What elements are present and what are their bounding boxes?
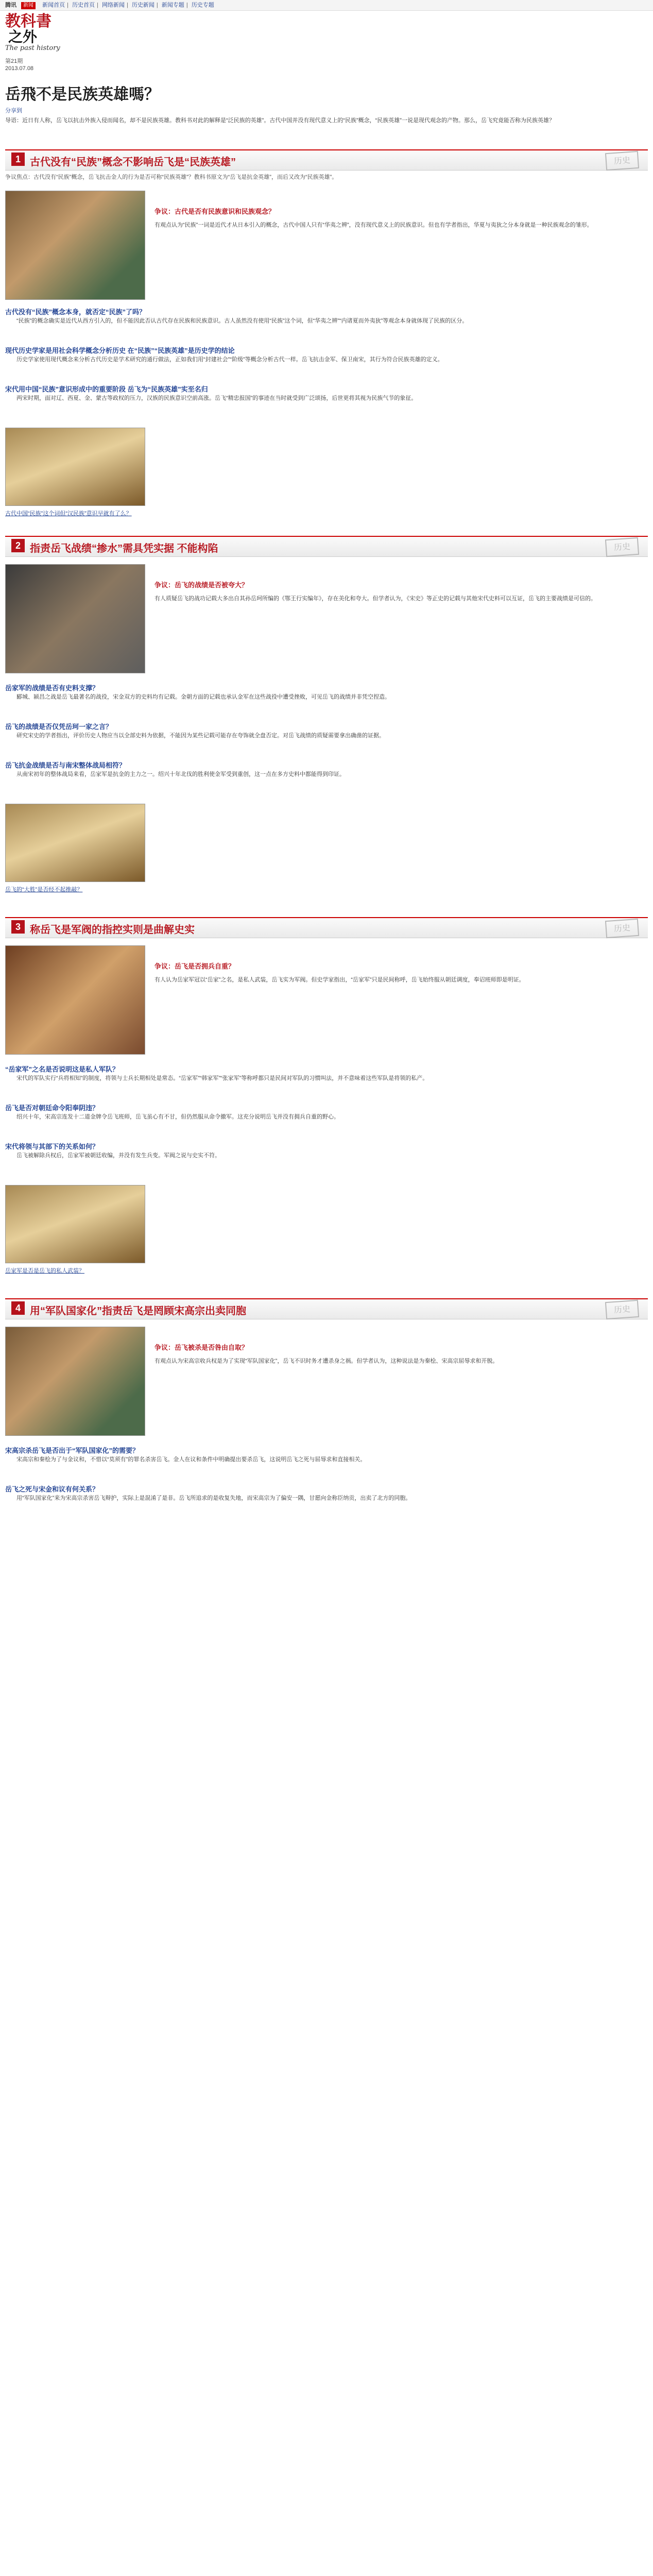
subheading: 岳飞的战绩是否仅凭岳珂一家之言？ bbox=[5, 723, 113, 731]
section-number: 4 bbox=[11, 1301, 25, 1315]
battle-painting bbox=[5, 804, 145, 882]
top-nav-bar bbox=[0, 0, 653, 11]
yue-fei-illustration bbox=[5, 191, 145, 300]
subheading: 岳飞是否对朝廷命令阳奉阴违？ bbox=[5, 1104, 99, 1112]
army-illustration bbox=[5, 1185, 145, 1263]
ancient-map-image bbox=[5, 428, 145, 506]
column-banner bbox=[5, 12, 67, 52]
subheading: 宋高宗杀岳飞是否出于“军队国家化”的需要？ bbox=[5, 1447, 140, 1454]
section-number: 3 bbox=[11, 920, 25, 934]
paragraph: 郾城、颍昌之战是岳飞最著名的战役，宋金双方的史料均有记载。金朝方面的记载也承认金军在这些战役中遭受挫败，可见岳飞的战绩并非凭空捏造。 bbox=[16, 694, 390, 700]
history-stamp-icon: 历史 bbox=[605, 537, 639, 557]
section-heading: 指责岳飞战绩“掺水”需具凭实据 不能构陷 bbox=[30, 543, 218, 554]
paragraph: 两宋时期，面对辽、西夏、金、蒙古等政权的压力，汉族的民族意识空前高涨。岳飞“精忠报国”的事迹在当时就受到广泛颂扬，后世更将其视为民族气节的象征。 bbox=[16, 395, 417, 401]
issue-meta bbox=[5, 58, 33, 72]
question-title: 争议：岳飞是否拥兵自重？ bbox=[154, 962, 235, 970]
question-block bbox=[154, 961, 644, 984]
section-header-1 bbox=[5, 149, 648, 171]
subheading: 岳家军的战绩是否有史料支撑？ bbox=[5, 684, 99, 692]
nav-link[interactable]: 历史专题 bbox=[191, 2, 214, 8]
section-heading: 称岳飞是军阀的指控实则是曲解史实 bbox=[30, 924, 195, 936]
section-number: 1 bbox=[11, 152, 25, 166]
paragraph: 研究宋史的学者指出，评价历史人物应当以全部史料为依据，不能因为某些记载可能存在夸饰就全盘否定。对岳飞战绩的质疑需要拿出确凿的证据。 bbox=[16, 733, 385, 739]
section-header-2 bbox=[5, 536, 648, 557]
statue-photo bbox=[5, 945, 145, 1055]
gate-photo bbox=[5, 1327, 145, 1436]
share-link[interactable]: 分享到 bbox=[5, 108, 22, 114]
image-caption-link[interactable]: 岳家军是否是岳飞的私人武装？ bbox=[5, 1268, 84, 1274]
paragraph: 用“军队国家化”来为宋高宗杀害岳飞辩护，实际上是混淆了是非。岳飞所追求的是收复失地，而宋高宗为了偏安一隅，甘愿向金称臣纳贡，出卖了北方的同胞。 bbox=[16, 1495, 411, 1501]
question-description: 有人认为岳家军冠以“岳家”之名，是私人武装，岳飞实为军阀。但史学家指出，“岳家军”只是民间称呼，岳飞始终服从朝廷调度，奉诏班师即是明证。 bbox=[154, 977, 525, 983]
paragraph: “民族”的概念确实是近代从西方引入的，但不能因此否认古代存在民族和民族意识。古人虽然没有使用“民族”这个词，但“华夷之辨”“内诸夏而外夷狄”等观念本身就体现了民族的区分。 bbox=[16, 318, 468, 324]
temple-photo bbox=[5, 564, 145, 673]
paragraph: 从南宋初年的整体战局来看，岳家军是抗金的主力之一。绍兴十年北伐的胜利使金军受到重创，这一点在多方史料中都能得到印证。 bbox=[16, 771, 345, 777]
issue-number: 第21期 bbox=[5, 58, 23, 64]
intro-text: 导语：近日有人称，岳飞以抗击外族入侵而闻名，却不是民族英雄。教科书对此的解释是“泛民族的英雄”。古代中国并没有现代意义上的“民族”概念，“民族英雄”一说是现代观念的产物。那么，岳飞究竟能否称为民族英雄？ bbox=[5, 117, 555, 124]
question-description: 有观点认为宋高宗收兵权是为了实现“军队国家化”，岳飞不识时务才遭杀身之祸。但学者认为，这种说法是为秦桧、宋高宗屈辱求和开脱。 bbox=[154, 1358, 499, 1364]
news-badge: 新闻 bbox=[21, 2, 36, 9]
history-stamp-icon: 历史 bbox=[605, 1300, 639, 1319]
subheading: 现代历史学家是用社会科学概念分析历史 在“民族”“民族英雄”是历史学的结论 bbox=[5, 347, 235, 354]
question-title: 争议：岳飞的战绩是否被夸大？ bbox=[154, 581, 249, 589]
banner-tagline: The past history bbox=[5, 44, 60, 52]
issue-date: 2013.07.08 bbox=[5, 65, 34, 72]
history-stamp-icon: 历史 bbox=[605, 919, 639, 938]
section-heading: 古代没有“民族”概念不影响岳飞是“民族英雄” bbox=[30, 157, 236, 168]
nav-link[interactable]: 网络新闻 bbox=[101, 2, 125, 8]
image-caption-link[interactable]: 岳飞的“大胜”是否经不起推敲？ bbox=[5, 887, 83, 893]
paragraph: 岳飞被解除兵权后，岳家军被朝廷收编，并没有发生兵变。军阀之说与史实不符。 bbox=[16, 1153, 220, 1159]
subheading: 岳飞之死与宋金和议有何关系？ bbox=[5, 1485, 99, 1493]
nav-link[interactable]: 历史新闻 bbox=[131, 2, 154, 8]
subheading: “岳家军”之名是否说明这是私人军队？ bbox=[5, 1065, 119, 1073]
section-lead: 争议焦点：古代没有“民族”概念，岳飞抗击金人的行为是否可称“民族英雄”？教科书原文为“岳飞是抗金英雄”，而后又改为“民族英雄”。 bbox=[5, 174, 338, 180]
history-stamp-icon: 历史 bbox=[605, 151, 639, 171]
subheading: 古代没有“民族”概念本身，就否定“民族”了吗？ bbox=[5, 308, 146, 316]
question-block bbox=[154, 580, 644, 603]
question-block bbox=[154, 1342, 644, 1365]
banner-subtitle: 之外 bbox=[8, 28, 38, 45]
subheading: 宋代将领与其部下的关系如何？ bbox=[5, 1143, 99, 1150]
subheading: 宋代用中国“民族”意识形成中的重要阶段 岳飞为“民族英雄”实至名归 bbox=[5, 385, 208, 393]
nav-link[interactable]: 新闻专题 bbox=[161, 2, 184, 8]
page-title: 岳飛不是民族英雄嗎？ bbox=[5, 86, 160, 104]
question-description: 有人质疑岳飞的战功记载大多出自其孙岳珂所编的《鄂王行实编年》，存在美化和夸大。但学者认为，《宋史》等正史的记载与其他宋代史料可以互证，岳飞的主要战绩是可信的。 bbox=[154, 596, 596, 602]
nav-link[interactable]: 新闻首页 bbox=[42, 2, 65, 8]
paragraph: 历史学家使用现代概念来分析古代历史是学术研究的通行做法，正如我们用“封建社会”“阶级”等概念分析古代一样。岳飞抗击金军、保卫南宋，其行为符合民族英雄的定义。 bbox=[16, 357, 443, 363]
paragraph: 宋高宗和秦桧为了与金议和，不惜以“莫须有”的罪名杀害岳飞。金人在议和条件中明确提出要杀岳飞，这说明岳飞之死与屈辱求和直接相关。 bbox=[16, 1456, 366, 1463]
question-title: 争议：岳飞被杀是否咎由自取？ bbox=[154, 1344, 249, 1351]
site-logo[interactable]: 腾讯 bbox=[5, 2, 16, 8]
subheading: 岳飞抗金战绩是否与南宋整体战局相符？ bbox=[5, 761, 126, 769]
image-caption-link[interactable]: 古代中国“民族”这个词但“汉民族”意识早就有了么？ bbox=[5, 511, 132, 517]
section-heading: 用“军队国家化”指责岳飞是罔顾宋高宗出卖同胞 bbox=[30, 1306, 246, 1317]
paragraph: 宋代的军队实行“兵将相知”的制度，将领与士兵长期相处是常态。“岳家军”“韩家军”“张家军”等称呼都只是民间对军队的习惯叫法，并不意味着这些军队是将领的私产。 bbox=[16, 1075, 428, 1081]
nav-link[interactable]: 历史首页 bbox=[72, 2, 95, 8]
section-header-3 bbox=[5, 917, 648, 938]
paragraph: 绍兴十年，宋高宗连发十二道金牌令岳飞班师，岳飞虽心有不甘，但仍然服从命令撤军。这充分说明岳飞并没有拥兵自重的野心。 bbox=[16, 1114, 339, 1120]
question-title: 争议：古代是否有民族意识和民族观念？ bbox=[154, 208, 276, 215]
question-description: 有观点认为“民族”一词是近代才从日本引入的概念，古代中国人只有“华夷之辨”，没有现代意义上的民族意识。但也有学者指出，华夏与夷狄之分本身就是一种民族观念的雏形。 bbox=[154, 222, 593, 228]
section-number: 2 bbox=[11, 539, 25, 552]
banner-title: 教科書 bbox=[5, 12, 51, 30]
top-nav-links: 新闻首页 | 历史首页 | 网络新闻 | 历史新闻 | 新闻专题 | 历史专题 bbox=[42, 2, 214, 8]
section-header-4 bbox=[5, 1298, 648, 1319]
question-block bbox=[154, 206, 644, 229]
